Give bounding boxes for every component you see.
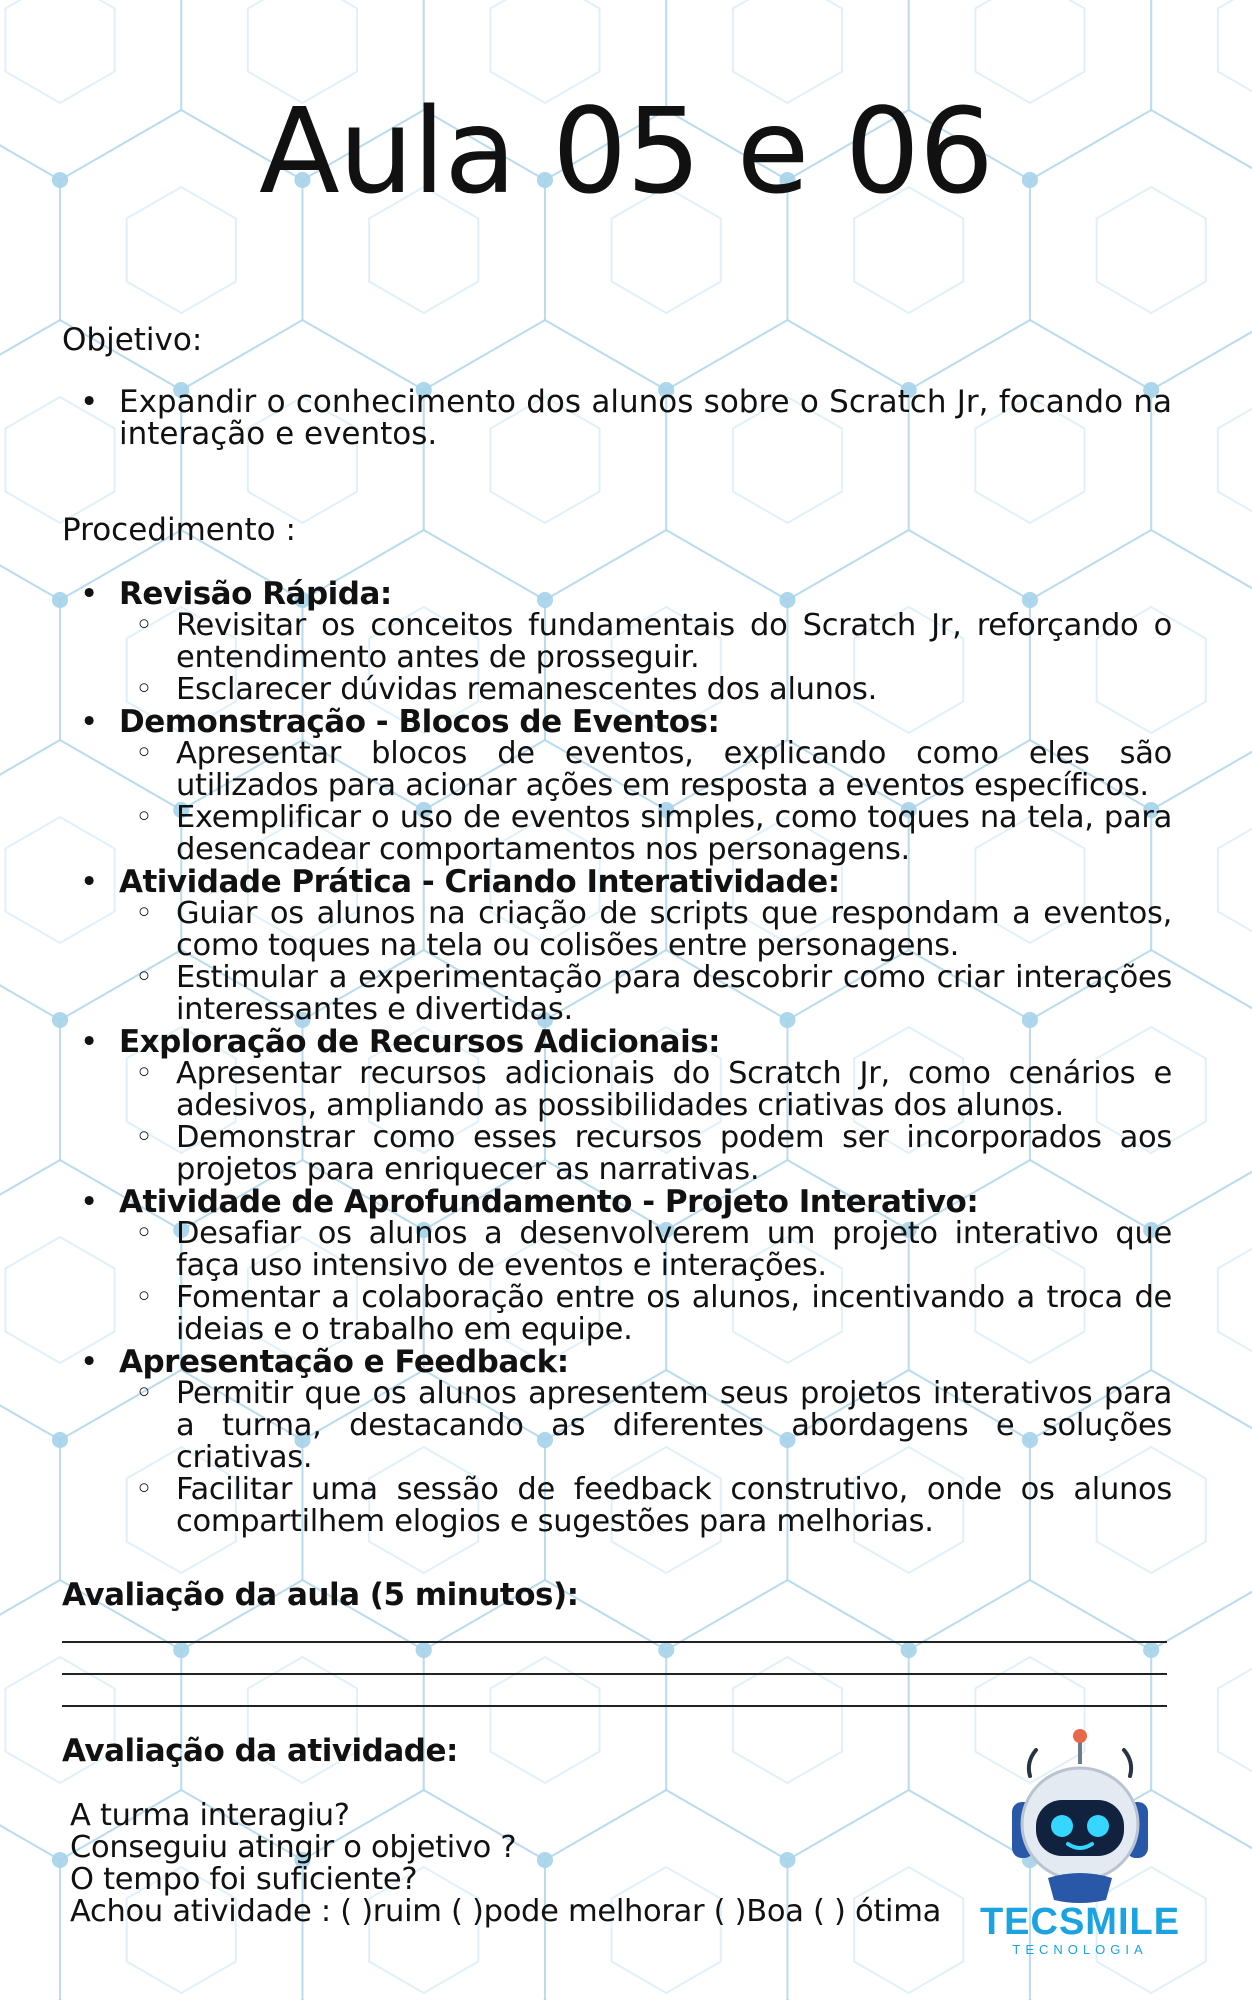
section-item: ◦ Demonstrar como esses recursos podem ser incorporados aos projetos para enriquecer as narrativas.	[119, 1122, 1172, 1186]
procedure-label: Procedimento :	[62, 512, 296, 548]
section-item: ◦ Exemplificar o uso de eventos simples, como toques na tela, para desencadear comportamentos nos personagens.	[119, 802, 1172, 866]
answer-line	[62, 1641, 1167, 1643]
answer-line	[62, 1673, 1167, 1675]
section-item: ◦ Revisitar os conceitos fundamentais do Scratch Jr, reforçando o entendimento antes de prosseguir.	[119, 610, 1172, 674]
class-evaluation-label: Avaliação da aula (5 minutos):	[62, 1577, 579, 1613]
question-line: A turma interagiu?	[70, 1798, 350, 1833]
tecsmile-logo	[960, 1720, 1200, 1960]
section-title: • Demonstração - Blocos de Eventos:	[119, 704, 720, 740]
section-item: ◦ Apresentar recursos adicionais do Scratch Jr, como cenários e adesivos, ampliando as possibilidades criativas dos alunos.	[119, 1058, 1172, 1122]
section-title: • Apresentação e Feedback:	[119, 1344, 569, 1380]
section-item: ◦ Desafiar os alunos a desenvolverem um projeto interativo que faça uso intensivo de eventos e interações.	[119, 1218, 1172, 1282]
procedure-section	[62, 706, 1172, 866]
question-line: O tempo foi suficiente?	[70, 1862, 418, 1897]
section-title: • Atividade de Aprofundamento - Projeto Interativo:	[119, 1184, 979, 1220]
logo-name: TECSMILE	[979, 1901, 1181, 1943]
procedure-section	[62, 1026, 1172, 1186]
question-line: Conseguiu atingir o objetivo ?	[70, 1830, 517, 1865]
section-item: ◦ Esclarecer dúvidas remanescentes dos alunos.	[119, 674, 1172, 706]
section-title: • Revisão Rápida:	[119, 576, 392, 612]
page-title: Aula 05 e 06	[258, 82, 994, 220]
robot-icon	[1012, 1729, 1148, 1903]
section-title: • Exploração de Recursos Adicionais:	[119, 1024, 721, 1060]
section-item: ◦ Estimular a experimentação para descobrir como criar interações interessantes e divertidas.	[119, 962, 1172, 1026]
answer-line	[62, 1705, 1167, 1707]
procedure-section	[62, 578, 1172, 706]
objective-label: Objetivo:	[62, 322, 203, 358]
section-item: ◦ Fomentar a colaboração entre os alunos, incentivando a troca de ideias e o trabalho em equipe.	[119, 1282, 1172, 1346]
section-item: ◦ Facilitar uma sessão de feedback construtivo, onde os alunos compartilhem elogios e sugestões para melhorias.	[119, 1474, 1172, 1538]
objective-list	[62, 386, 1172, 450]
section-item: ◦ Guiar os alunos na criação de scripts que respondam a eventos, como toques na tela ou colisões entre personagens.	[119, 898, 1172, 962]
evaluation-questions	[70, 1800, 941, 1928]
section-item: ◦ Permitir que os alunos apresentem seus projetos interativos para a turma, destacando as diferentes abordagens e soluções criativas.	[119, 1378, 1172, 1474]
procedure-section	[62, 1346, 1172, 1538]
procedure-section	[62, 1186, 1172, 1346]
activity-evaluation-label: Avaliação da atividade:	[62, 1733, 458, 1769]
logo-tagline: TECNOLOGIA	[1012, 1942, 1148, 1957]
question-line: Achou atividade : ( )ruim ( )pode melhorar ( )Boa ( ) ótima	[70, 1894, 942, 1929]
section-item: ◦ Apresentar blocos de eventos, explicando como eles são utilizados para acionar ações em resposta a eventos específicos.	[119, 738, 1172, 802]
section-title: • Atividade Prática - Criando Interatividade:	[119, 864, 840, 900]
procedure-list	[62, 578, 1172, 1538]
procedure-section	[62, 866, 1172, 1026]
objective-item: • Expandir o conhecimento dos alunos sobre o Scratch Jr, focando na interação e eventos.	[62, 386, 1172, 450]
